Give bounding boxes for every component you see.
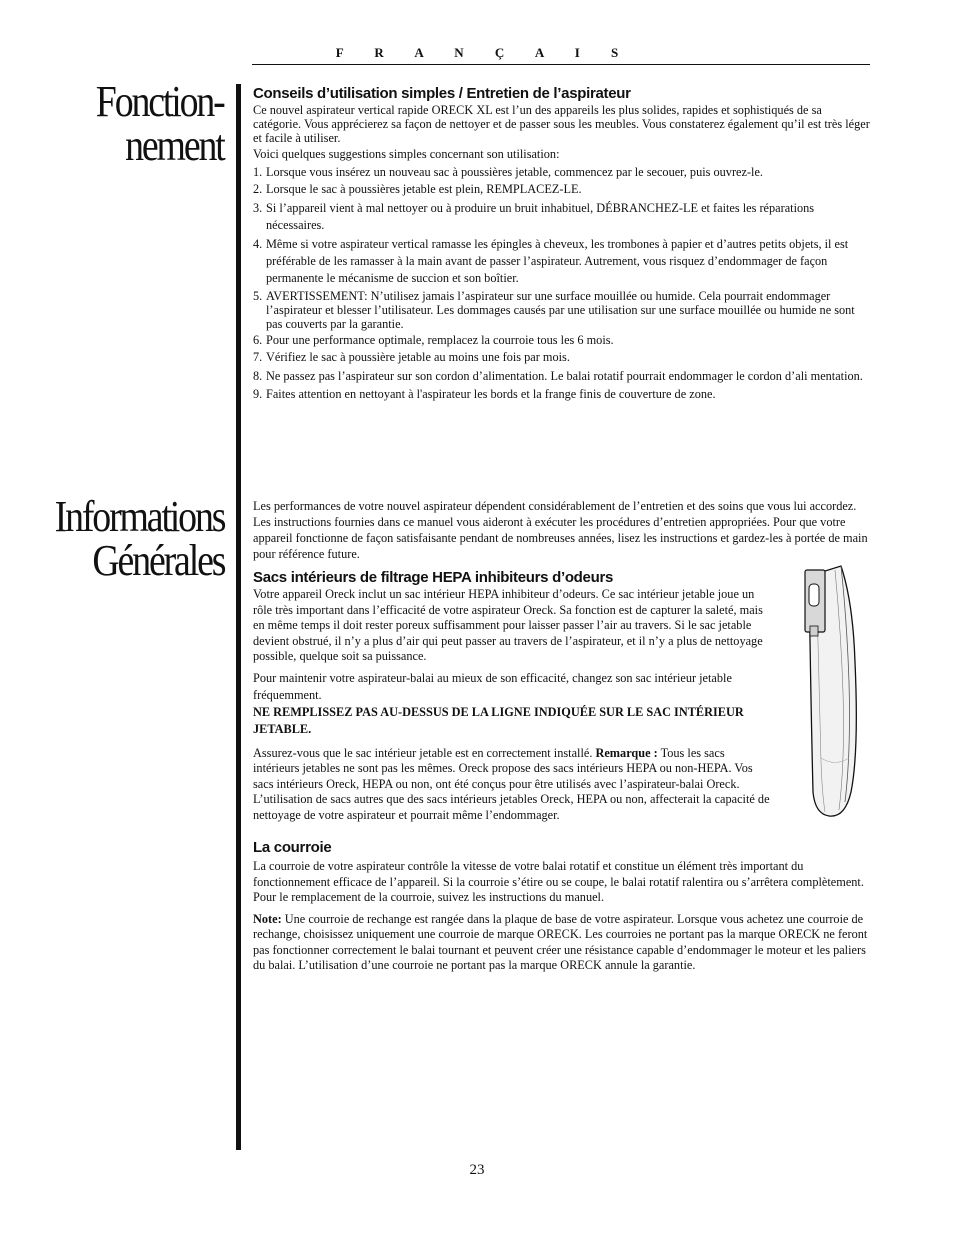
hepa-paragraph-2: Pour maintenir votre aspirateur-balai au mieux de son efficacité, changez son sac intérieur jetable fréquemment. bbox=[253, 670, 732, 702]
list-item: 9. Faites attention en nettoyant à l'aspirateur les bords et la frange finis de couverture de zone. bbox=[253, 386, 716, 401]
hepa-paragraph-1: Votre appareil Oreck inclut un sac intérieur HEPA inhibiteur d’odeurs. Ce sac intérieur jetable joue un rôle très important dans l’efficacité de votre aspirateur Oreck. Sa fonction est de capturer la saleté, mais en même temps il doit rester poreux suffisamment pour laisser passer l’air au travers. Si le sac jetable devient obstrué, il n’y a plus d’air qui peut passer au travers de l’aspirateur, et il n’y a plus de nettoyage possible, quelque soit sa puissance. bbox=[253, 587, 763, 664]
informations-content bbox=[253, 498, 870, 974]
list-item: 5. AVERTISSEMENT: N’utilisez jamais l’aspirateur sur une surface mouillée ou humide. Cela pourrait endommager l’aspirateur et blesser l’utilisateur. Les dommages causés par une utilisation sur une surface mouillée ou humide ne sont pas couverts par la garantie. bbox=[253, 288, 855, 331]
header-rule bbox=[252, 64, 870, 65]
usage-intro: Ce nouvel aspirateur vertical rapide ORECK XL est l’un des appareils les plus solides, rapides et sophistiqués de sa catégorie. Vous apprécierez sa façon de nettoyer et de passer sous les meubles. Vous constaterez également qu’il est très léger et facile à utiliser. bbox=[253, 103, 870, 145]
disposable-bag-illustration bbox=[795, 562, 861, 822]
section-title-informations bbox=[54, 492, 224, 585]
usage-lead: Voici quelques suggestions simples concernant son utilisation: bbox=[253, 147, 560, 161]
page-number: 23 bbox=[469, 1162, 485, 1178]
general-intro: Les performances de votre nouvel aspirateur dépendent considérablement de l’entretien et des soins que vous lui accordez. Les instructions fournies dans ce manuel vous aideront à exécuter les procédures d’entretien appropriées. Pour que votre appareil fonctionne de façon satisfaisante pendant de nombreuses années, lisez les instructions et gardez-les à portée de main pour référence future. bbox=[253, 499, 868, 561]
list-item: 7. Vérifiez le sac à poussière jetable au moins une fois par mois. bbox=[253, 350, 570, 364]
list-item: 2. Lorsque le sac à poussières jetable est plein, REMPLACEZ-LE. bbox=[253, 182, 582, 196]
section-title-fonctionnement bbox=[96, 77, 224, 170]
list-item: 3. Si l’appareil vient à mal nettoyer ou à produire un bruit inhabituel, DÉBRANCHEZ-LE et faites les réparations nécessaires. bbox=[253, 200, 815, 232]
title-line-1: Fonction- bbox=[96, 77, 224, 126]
belt-note: Note: Une courroie de rechange est rangée dans la plaque de base de votre aspirateur. Lorsque vous achetez une courroie de rechange, choisissez uniquement une courroie de marque ORECK. Les courroies ne portant pas la marque ORECK ne feront pas fonctionner correctement le balai tournant et peuvent créer une résistance capable d’endommager le moteur et les paliers du balai. L’utilisation d’une courroie ne portant pas la marque ORECK annule la garantie. bbox=[253, 911, 868, 973]
usage-tips-list bbox=[253, 165, 870, 403]
list-item: 4. Même si votre aspirateur vertical ramasse les épingles à cheveux, les trombones à papier et d’autres petits objets, il est préférable de les ramasser à la main avant de passer l’aspirateur. Autrement, vous risquez d’endommager de façon permanente le mécanisme de succion et son boîtier. bbox=[253, 236, 849, 285]
hepa-text-block bbox=[253, 587, 773, 823]
hepa-warning: NE REMPLISSEZ PAS AU-DESSUS DE LA LIGNE INDIQUÉE SUR LE SAC INTÉRIEUR JETABLE. bbox=[253, 704, 744, 736]
title-line-2: Générales bbox=[92, 536, 224, 585]
list-item: 8. Ne passez pas l’aspirateur sur son cordon d’alimentation. Le balai rotatif pourrait endommager le cordon d’ali mentation. bbox=[253, 368, 863, 383]
list-item: 6. Pour une performance optimale, remplacez la courroie tous les 6 mois. bbox=[253, 332, 614, 347]
hepa-bags-heading: Sacs intérieurs de filtrage HEPA inhibiteurs d’odeurs bbox=[253, 569, 614, 586]
title-line-1: Informations bbox=[54, 492, 224, 541]
language-header: F R A N Ç A I S bbox=[335, 45, 633, 60]
title-line-2: nement bbox=[125, 121, 224, 170]
usage-tips-heading: Conseils d’utilisation simples / Entretien de l’aspirateur bbox=[253, 85, 631, 102]
fonctionnement-content bbox=[253, 85, 870, 404]
list-item: 1. Lorsque vous insérez un nouveau sac à poussières jetable, commencez par le secouer, puis ouvrez-le. bbox=[253, 164, 763, 179]
belt-heading: La courroie bbox=[253, 839, 332, 857]
hepa-paragraph-3: Assurez-vous que le sac intérieur jetable est en correctement installé. Remarque : Tous les sacs intérieurs jetables ne sont pas les mêmes. Oreck propose des sacs intérieurs HEPA ou non-HEPA. Vos sacs intérieurs Oreck, HEPA ou non, ont été conçus pour être utilisés avec l’aspirateur-balai Oreck. L’utilisation de sacs autres que des sacs intérieurs jetables Oreck, HEPA ou non, affecterait la capacité de nettoyage de votre aspirateur et pourrait même l’endommager. bbox=[253, 745, 770, 822]
vertical-divider-bar bbox=[236, 84, 241, 1150]
belt-paragraph: La courroie de votre aspirateur contrôle la vitesse de votre balai rotatif et constitue un élément très important du fonctionnement efficace de l’appareil. Si la courroie s’étire ou se coupe, le balai rotatif ralentira ou s’arrêtera complètement. Pour le remplacement de la courroie, suivez les instructions du manuel. bbox=[253, 859, 864, 905]
